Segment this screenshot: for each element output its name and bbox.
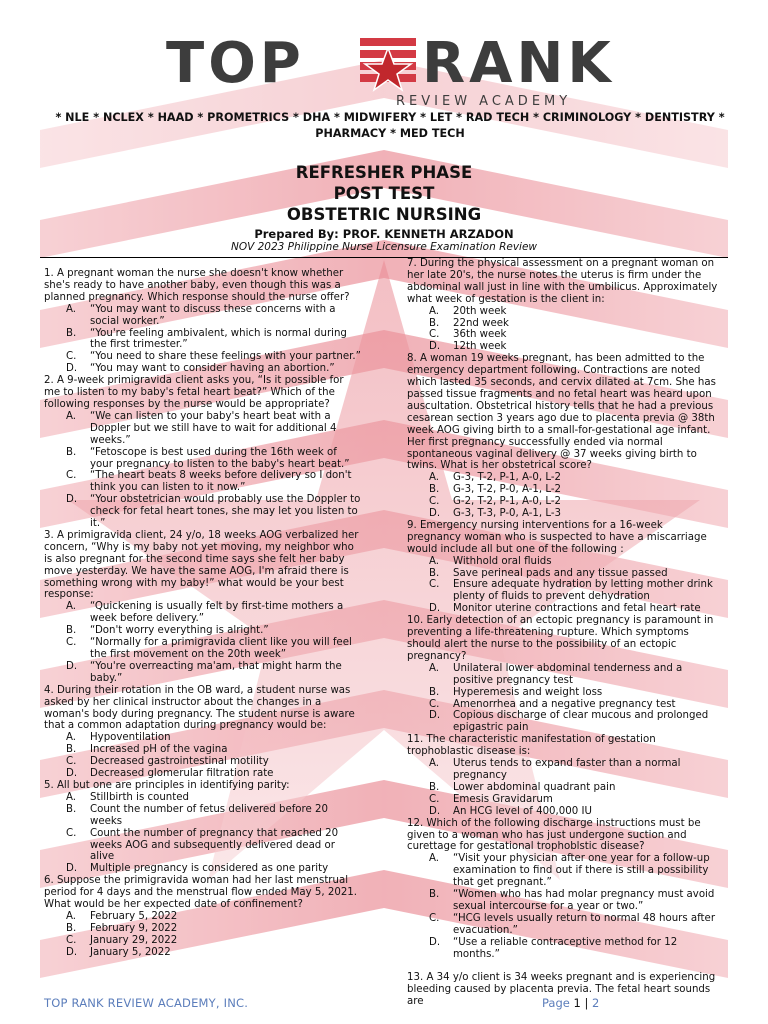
title-block xyxy=(0,162,768,254)
question-stem: 9. Emergency nursing interventions for a 16-week pregnancy woman who is suspected to have a miscarriage would include all but one of the following : xyxy=(407,519,707,555)
answer-option[interactable] xyxy=(44,828,362,864)
option-letter: D. xyxy=(66,660,78,672)
answer-option[interactable] xyxy=(44,923,362,935)
answer-option[interactable] xyxy=(407,782,719,794)
question-item xyxy=(407,818,719,961)
question-stem: 11. The characteristic manifestation of gestation trophoblastic disease is: xyxy=(407,734,656,758)
answer-option[interactable] xyxy=(407,484,719,496)
option-letter: D. xyxy=(66,494,78,506)
option-text: “Normally for a primigravida client like you will feel the first movement on the 20th week” xyxy=(90,637,352,660)
questions-column-right xyxy=(407,258,719,1008)
question-item xyxy=(407,353,719,520)
option-letter: C. xyxy=(429,698,440,710)
question-item xyxy=(44,685,362,780)
phase-title: REFRESHER PHASE xyxy=(295,163,473,182)
option-letter: D. xyxy=(66,363,78,375)
option-letter: B. xyxy=(66,446,77,458)
answer-option[interactable] xyxy=(407,913,719,937)
option-letter: B. xyxy=(66,327,77,339)
option-text: Count the number of pregnancy that reached 20 weeks AOG and subsequently delivered dead or alive xyxy=(90,827,339,863)
option-letter: C. xyxy=(66,351,77,363)
option-letter: D. xyxy=(429,508,441,520)
option-letter: D. xyxy=(66,946,78,958)
option-letter: A. xyxy=(429,305,440,317)
answer-option[interactable] xyxy=(407,758,719,782)
option-text: “Fetoscope is best used during the 16th week of your pregnancy to listen to the baby's heart beat.” xyxy=(90,446,350,470)
logo-text-top: TOP xyxy=(166,31,305,96)
option-text: Save perineal pads and any tissue passed xyxy=(453,567,668,579)
option-letter: C. xyxy=(429,793,440,805)
subject-title: OBSTETRIC NURSING xyxy=(286,205,482,224)
option-text: Increased pH of the vagina xyxy=(90,744,228,756)
option-text: G-3, T-2, P-1, A-0, L-2 xyxy=(453,472,562,484)
option-letter: D. xyxy=(429,603,441,615)
answer-option[interactable] xyxy=(44,661,362,685)
answer-option[interactable] xyxy=(407,568,719,580)
question-item xyxy=(407,615,719,734)
option-text: “Use a reliable contraceptive method for 12 months.” xyxy=(453,936,678,960)
question-item xyxy=(44,530,362,685)
option-text: G-2, T-2, P-1, A-0, L-2 xyxy=(453,496,562,508)
option-text: Hypoventilation xyxy=(90,732,171,744)
option-letter: C. xyxy=(429,579,440,591)
option-text: Stillbirth is counted xyxy=(90,791,189,803)
option-text: G-3, T-2, P-0, A-1, L-2 xyxy=(453,484,562,496)
option-text: Monitor uterine contractions and fetal heart rate xyxy=(453,603,701,615)
option-letter: A. xyxy=(66,601,77,613)
answer-option[interactable] xyxy=(44,411,362,447)
option-letter: C. xyxy=(66,756,77,768)
question-stem: 2. A 9-week primigravida client asks you, “Is it possible for me to listen to my baby's fetal heart beat?” Which of the following responses by the nurse would be appropriate? xyxy=(44,375,344,410)
question-item xyxy=(407,734,719,817)
answer-option[interactable] xyxy=(44,804,362,828)
option-text: “The heart beats 8 weeks before delivery so I don't think you can listen to it now.” xyxy=(90,470,352,494)
answer-option[interactable] xyxy=(407,341,719,353)
option-text: Copious discharge of clear mucous and prolonged epigastric pain xyxy=(453,710,709,734)
option-letter: B. xyxy=(429,781,440,793)
answer-option[interactable] xyxy=(407,687,719,699)
option-text: “Quickening is usually felt by first-time mothers a week before delivery.” xyxy=(90,601,344,625)
option-letter: A. xyxy=(66,303,77,315)
logo-subtitle: REVIEW ACADEMY xyxy=(396,94,572,109)
question-stem: 3. A primigravida client, 24 y/o, 18 weeks AOG verbalized her concern, “Why is my baby not yet moving, my neighbor who is also pregnant for the second time says she felt her baby move yesterday. We have the same AOG, I'm afraid there is something wrong with my baby!” what would be your best response: xyxy=(44,529,359,601)
option-letter: A. xyxy=(429,853,440,865)
option-text: Lower abdominal quadrant pain xyxy=(453,781,616,793)
option-letter: A. xyxy=(429,555,440,567)
option-letter: D. xyxy=(66,863,78,875)
prepared-by: Prepared By: PROF. KENNETH ARZADON xyxy=(254,227,514,241)
test-title: POST TEST xyxy=(333,184,435,203)
option-letter: C. xyxy=(66,827,77,839)
option-text: “You may want to discuss these concerns with a social worker.” xyxy=(90,303,336,327)
answer-option[interactable] xyxy=(407,603,719,615)
option-letter: B. xyxy=(66,744,77,756)
answer-option[interactable] xyxy=(407,699,719,711)
option-text: 36th week xyxy=(453,329,507,341)
question-item xyxy=(407,520,719,615)
review-subtitle: NOV 2023 Philippine Nurse Licensure Examination Review xyxy=(230,241,538,253)
answer-option[interactable] xyxy=(44,863,362,875)
option-text: January 29, 2022 xyxy=(90,934,178,946)
option-text: 12th week xyxy=(453,341,507,353)
option-letter: A. xyxy=(429,662,440,674)
answer-option[interactable] xyxy=(44,601,362,625)
option-text: “You may want to consider having an abortion.” xyxy=(90,363,335,375)
question-stem: 1. A pregnant woman the nurse she doesn't know whether she's ready to have another baby, even though this was a planned pregnancy. Which response should the nurse offer? xyxy=(44,268,350,303)
option-text: G-3, T-3, P-0, A-1, L-3 xyxy=(453,508,562,520)
option-letter: D. xyxy=(429,805,441,817)
answer-option[interactable] xyxy=(407,556,719,568)
option-text: Ensure adequate hydration by letting mother drink plenty of fluids to prevent dehydration xyxy=(453,579,713,603)
answer-option[interactable] xyxy=(44,756,362,768)
questions-column-left xyxy=(44,268,362,959)
option-letter: C. xyxy=(429,329,440,341)
answer-option[interactable] xyxy=(407,889,719,913)
option-letter: A. xyxy=(429,472,440,484)
option-letter: B. xyxy=(429,484,440,496)
option-letter: C. xyxy=(429,912,440,924)
option-letter: B. xyxy=(66,803,77,815)
option-text: “Don't worry everything is alright.” xyxy=(90,625,269,637)
answer-option[interactable] xyxy=(407,496,719,508)
question-stem: 7. During the physical assessment on a pregnant woman on her late 20's, the nurse notes the uterus is firm under the abdominal wall just in line with the umbilicus. Approximately what week of gestation is the client in: xyxy=(407,258,718,305)
answer-option[interactable] xyxy=(44,304,362,328)
question-item xyxy=(407,258,719,353)
option-text: Count the number of fetus delivered before 20 weeks xyxy=(90,803,328,827)
option-text: Hyperemesis and weight loss xyxy=(453,686,603,698)
answer-option[interactable] xyxy=(44,947,362,959)
answer-option[interactable] xyxy=(44,351,362,363)
answer-option[interactable] xyxy=(407,508,719,520)
question-item xyxy=(44,375,362,530)
answer-option[interactable] xyxy=(44,447,362,471)
page-current: 1 xyxy=(573,996,581,1010)
answer-option[interactable] xyxy=(44,470,362,494)
page-total: 2 xyxy=(592,996,600,1010)
option-letter: A. xyxy=(66,410,77,422)
option-text: Withhold oral fluids xyxy=(453,555,552,567)
page-separator: | xyxy=(584,996,589,1010)
answer-option[interactable] xyxy=(44,732,362,744)
answer-option[interactable] xyxy=(407,937,719,961)
answer-option[interactable] xyxy=(44,911,362,923)
answer-option[interactable] xyxy=(407,663,719,687)
question-spacer xyxy=(407,960,719,972)
option-text: Amenorrhea and a negative pregnancy test xyxy=(453,698,676,710)
option-letter: A. xyxy=(66,910,77,922)
option-letter: A. xyxy=(66,732,77,744)
option-text: “HCG levels usually return to normal 48 hours after evacuation.” xyxy=(453,912,716,936)
option-text: Multiple pregnancy is considered as one parity xyxy=(90,863,329,875)
question-stem: 13. A 34 y/o client is 34 weeks pregnant and is experiencing bleeding caused by placenta previa. The fetal heart sounds are xyxy=(407,972,716,1008)
option-text: “Women who has had molar pregnancy must avoid sexual intercourse for a year or two.” xyxy=(453,889,715,912)
answer-option[interactable] xyxy=(44,637,362,661)
option-text: February 5, 2022 xyxy=(90,910,178,922)
option-letter: C. xyxy=(66,637,77,649)
option-text: Uterus tends to expand faster than a normal pregnancy xyxy=(453,758,681,781)
answer-option[interactable] xyxy=(44,768,362,780)
option-text: “You're feeling ambivalent, which is normal during the first trimester.” xyxy=(90,327,347,351)
answer-option[interactable] xyxy=(407,306,719,318)
answer-option[interactable] xyxy=(407,794,719,806)
question-stem: 8. A woman 19 weeks pregnant, has been admitted to the emergency department following. Contractions are noted which lasted 35 seconds, and cervix dilated at 7cm. She has passed tissue fragments and no fetal heart was heard upon auscultation. Obstetrical history tells that he had a previous cesarean section 3 years ago due to placenta previa @ 38th week AOG giving birth to a small-for-gestational age infant. Her first pregnancy successfully ended via normal spontaneous vaginal delivery @ 37 weeks giving birth to twins. What is her obstetrical score? xyxy=(407,353,716,472)
question-item xyxy=(44,875,362,958)
footer-organization: TOP RANK REVIEW ACADEMY, INC. xyxy=(44,996,249,1010)
option-letter: B. xyxy=(66,625,77,637)
answer-option[interactable] xyxy=(407,329,719,341)
answer-option[interactable] xyxy=(44,935,362,947)
answer-option[interactable] xyxy=(44,744,362,756)
option-letter: B. xyxy=(429,686,440,698)
question-stem: 12. Which of the following discharge instructions must be given to a woman who has just undergone suction and curettage for gestational trophoblstic disease? xyxy=(407,817,701,853)
answer-option[interactable] xyxy=(44,494,362,530)
option-letter: B. xyxy=(429,889,440,901)
option-letter: D. xyxy=(66,768,78,780)
option-text: February 9, 2022 xyxy=(90,922,178,934)
question-stem: 4. During their rotation in the OB ward, a student nurse was asked by her clinical instructor about the changes in a woman's body during pregnancy. The student nurse is aware that a common adaptation during pregnancy would be: xyxy=(44,684,355,732)
brand-logo xyxy=(160,28,630,108)
answer-option[interactable] xyxy=(44,792,362,804)
question-stem: 6. Suppose the primigravida woman had her last menstrual period for 4 days and the menstrual flow ended May 5, 2021. What would be her expected date of confinement? xyxy=(44,875,358,911)
logo-text-rank: RANK xyxy=(422,31,615,96)
question-item xyxy=(44,780,362,875)
question-stem: 5. All but one are principles in identifying parity: xyxy=(44,779,290,791)
star-emblem-icon xyxy=(356,34,420,94)
option-text: Unilateral lower abdominal tenderness and a positive pregnancy test xyxy=(453,662,683,686)
programs-list: * NLE * NCLEX * HAAD * PROMETRICS * DHA * MIDWIFERY * LET * RAD TECH * CRIMINOLOGY * DENTISTRY * PHARMACY * MED TECH xyxy=(55,111,725,140)
option-letter: B. xyxy=(429,317,440,329)
option-text: 20th week xyxy=(453,305,507,317)
option-text: “You need to share these feelings with your partner.” xyxy=(90,351,361,363)
option-letter: B. xyxy=(429,567,440,579)
option-letter: B. xyxy=(66,922,77,934)
option-text: “You're overreacting ma'am, that might harm the baby.” xyxy=(90,660,342,684)
option-letter: D. xyxy=(429,341,441,353)
answer-option[interactable] xyxy=(44,625,362,637)
answer-option[interactable] xyxy=(407,472,719,484)
option-letter: A. xyxy=(66,791,77,803)
option-letter: C. xyxy=(429,496,440,508)
question-stem: 10. Early detection of an ectopic pregnancy is paramount in preventing a life-threatening rupture. Which symptoms should alert the nurse to the possibility of an ectopic pregnancy? xyxy=(407,615,714,662)
option-text: “Visit your physician after one year for a follow-up examination to find out if there is still a possibility that get pregnant.” xyxy=(453,853,710,889)
answer-option[interactable] xyxy=(407,710,719,734)
page-label: Page xyxy=(542,996,570,1010)
option-letter: D. xyxy=(429,936,441,948)
answer-option[interactable] xyxy=(407,579,719,603)
option-text: 22nd week xyxy=(453,317,509,329)
answer-option[interactable] xyxy=(407,806,719,818)
answer-option[interactable] xyxy=(407,853,719,889)
option-text: “Your obstetrician would probably use the Doppler to check for fetal heart tones, she may let you listen to it.” xyxy=(90,494,361,530)
option-letter: C. xyxy=(66,934,77,946)
option-text: Decreased gastrointestinal motility xyxy=(90,756,269,768)
option-text: Decreased glomerular filtration rate xyxy=(90,768,274,780)
question-item xyxy=(44,268,362,375)
answer-option[interactable] xyxy=(407,318,719,330)
answer-option[interactable] xyxy=(44,328,362,352)
option-text: An HCG level of 400,000 IU xyxy=(453,805,592,817)
option-letter: C. xyxy=(66,470,77,482)
answer-option[interactable] xyxy=(44,363,362,375)
option-letter: A. xyxy=(429,758,440,770)
option-text: Emesis Gravidarum xyxy=(453,793,553,805)
option-text: January 5, 2022 xyxy=(90,946,171,958)
option-text: “We can listen to your baby's heart beat with a Doppler but we still have to wait for additional 4 weeks.” xyxy=(90,410,337,446)
page-indicator xyxy=(542,996,599,1010)
option-letter: D. xyxy=(429,710,441,722)
